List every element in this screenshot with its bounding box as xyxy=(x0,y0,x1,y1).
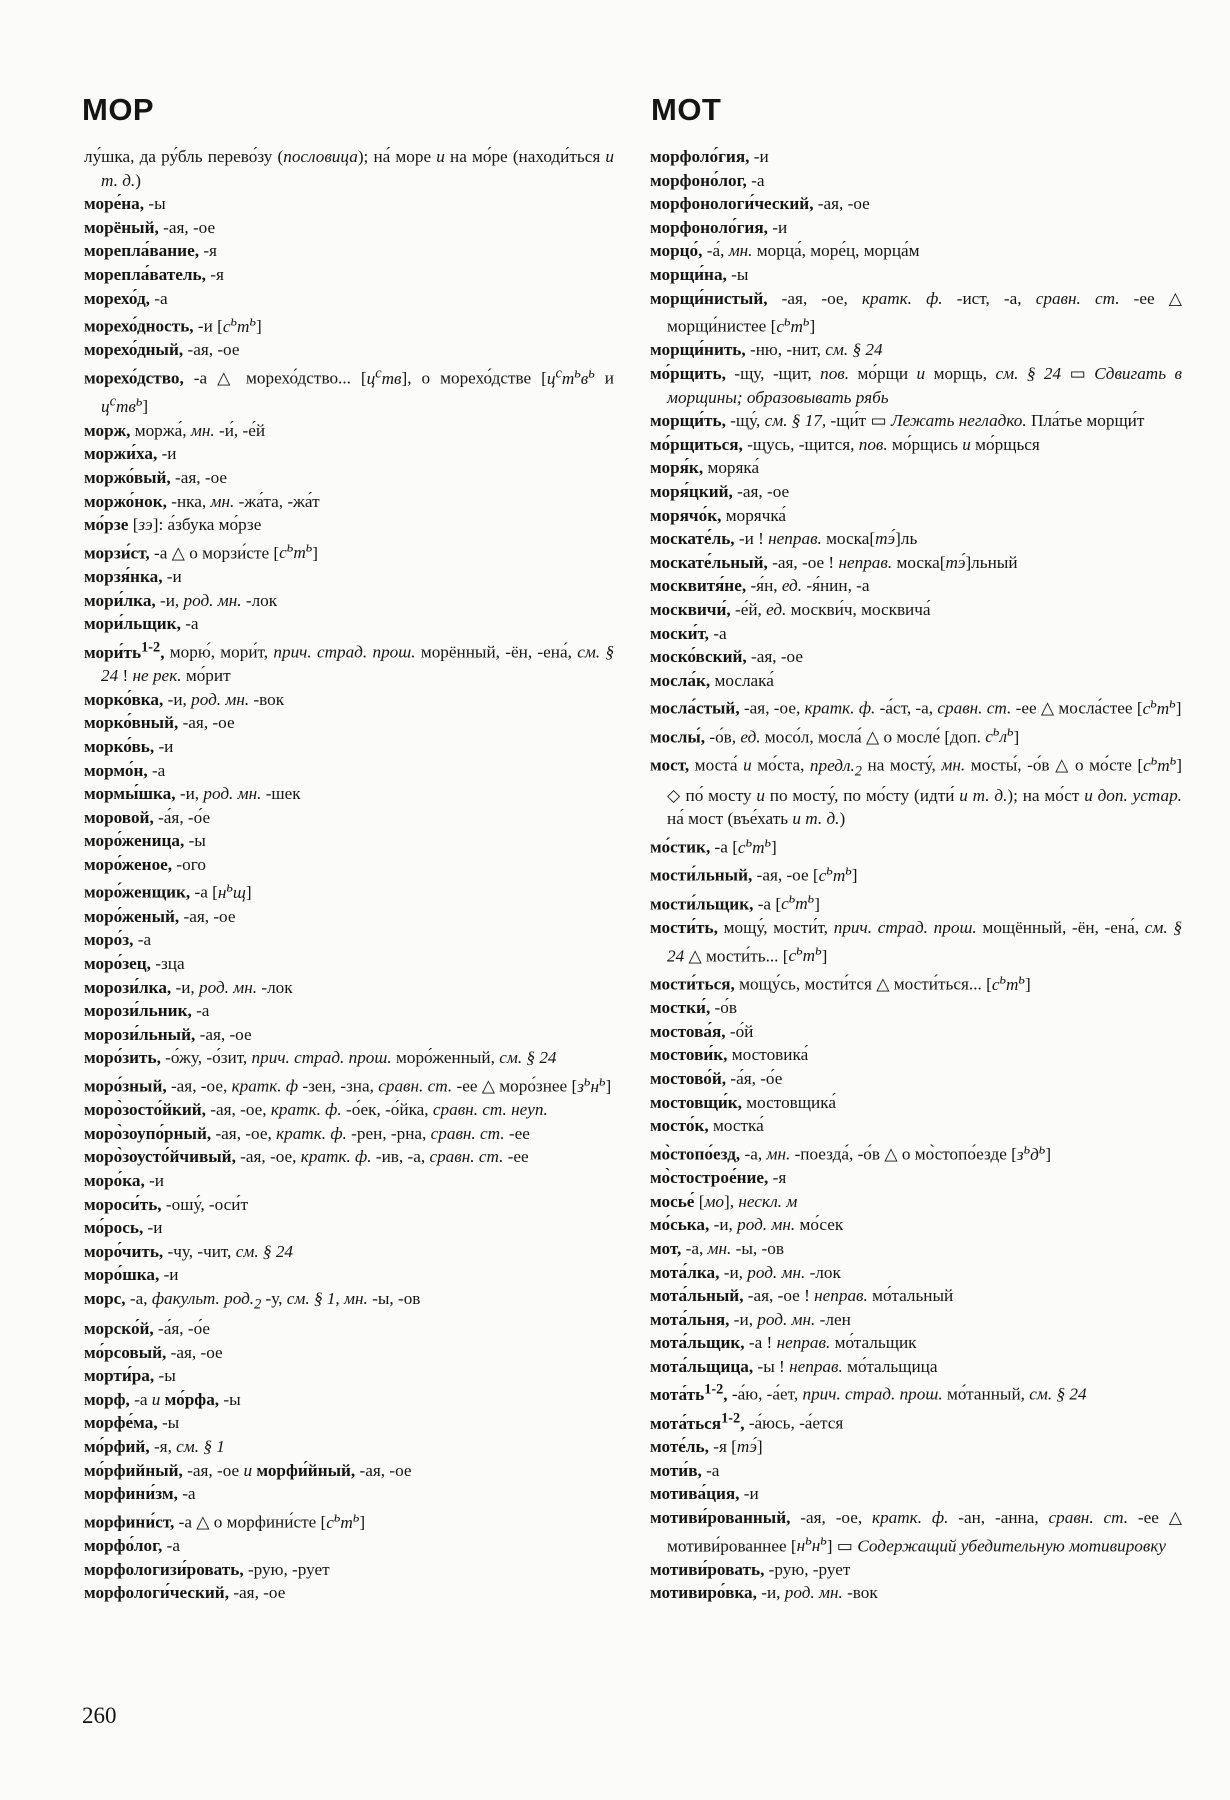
dictionary-entry: мосто́к, мостка́ xyxy=(650,1116,764,1136)
dictionary-entry: мостовщи́к, мостовщика́ xyxy=(650,1092,836,1112)
dictionary-entry: мосье́ [мо], нескл. м xyxy=(650,1191,798,1211)
dictionary-entry: морф, -а и мо́рфа, -ы xyxy=(84,1389,241,1409)
dictionary-entry: мот, -а, мн. -ы, -ов xyxy=(650,1238,784,1258)
dictionary-entry: морёный, -ая, -ое xyxy=(84,217,216,237)
dictionary-entry: морж, моржа́, мн. -и́, -е́й xyxy=(84,420,266,440)
dictionary-entry: морози́льный, -ая, -ое xyxy=(84,1024,252,1044)
running-head-left: МОР xyxy=(82,92,155,127)
dictionary-entry: морфологи́ческий, -ая, -ое xyxy=(84,1583,286,1603)
dictionary-entry: моро́зить, -о́жу, -о́зит, прич. страд. прош. моро́женный, см. § 24 xyxy=(84,1048,557,1068)
dictionary-entry: моски́т, -а xyxy=(650,623,727,643)
dictionary-entry: морфини́зм, -а xyxy=(84,1484,196,1504)
dictionary-entry: мормы́шка, -и, род. мн. -шек xyxy=(84,784,301,804)
dictionary-entry: морехо́дный, -ая, -ое xyxy=(84,340,240,360)
dictionary-entry: мори́лка, -и, род. мн. -лок xyxy=(84,590,278,610)
dictionary-entry: морфо́лог, -а xyxy=(84,1536,180,1556)
dictionary-entry: моро́шка, -и xyxy=(84,1265,179,1285)
dictionary-entry: морфини́ст, -а △ о морфини́сте $[с^ьт^ь]$ xyxy=(84,1508,366,1532)
dictionary-entry: морко́вка, -и, род. мн. -вок xyxy=(84,689,285,709)
dictionary-entry: мости́ть, мощу́, мости́т, прич. страд. прош. мощённый, -ён, -ена́, см. § 24 △ мости́ть... $[с^ьт^ь]$ xyxy=(650,917,1182,966)
dictionary-entry: мо́стик, -а $[с^ьт^ь]$ xyxy=(650,834,777,857)
dictionary-entry: моро́женое, -ого xyxy=(84,854,206,874)
dictionary-entry: моти́в, -а xyxy=(650,1460,720,1480)
dictionary-entry: $мори́ть^{1-2}$, морю́, мори́т, прич. страд. прош. морённый, -ён, -ена́, см. § 24 ! не рек. мо́рит xyxy=(84,638,614,686)
dictionary-entry: моря́к, моряка́ xyxy=(650,458,760,478)
dictionary-entry: мота́лка, -и, род. мн. -лок xyxy=(650,1262,841,1282)
dictionary-entry: морс, -а, факульт. $род._2$ -у, см. § 1, мн. -ы, -ов xyxy=(84,1289,421,1313)
dictionary-entry: мота́льщик, -а ! неправ. мо́тальщик xyxy=(650,1333,917,1353)
dictionary-entry: моро́зный, -ая, -ое, кратк. ф -зен, -зна, сравн. ст. -ее △ моро́знее $[з^ьн^ь]$ xyxy=(84,1072,612,1096)
left-column xyxy=(84,145,614,1605)
dictionary-entry: морфологизи́ровать, -рую, -рует xyxy=(84,1559,330,1579)
dictionary-entry: морехо́дство, -а △ морехо́дство... $[ц^ств]$, о морехо́дстве [$ц^ст^ьв^ь$ и $ц^ств^ь$] xyxy=(84,365,614,417)
dictionary-entry: мороси́ть, -ошу́, -оси́т xyxy=(84,1194,248,1214)
dictionary-entry: морфе́ма, -ы xyxy=(84,1413,180,1433)
dictionary-entry: мо́рось, -и xyxy=(84,1218,163,1238)
dictionary-entry: моро́чить, -чу, -чит, см. § 24 xyxy=(84,1241,294,1261)
dictionary-entry: моро́женщик, -а $[н^ьщ]$ xyxy=(84,879,252,903)
dictionary-entry: мота́льный, -ая, -ое ! неправ. мо́тальный xyxy=(650,1286,954,1306)
dictionary-entry: мостови́к, мостовика́ xyxy=(650,1045,809,1065)
dictionary-entry: мосла́стый, -ая, -ое, кратк. ф. -а́ст, -а, сравн. ст. -ее △ мосла́стее $[с^ьт^ь]$ xyxy=(650,695,1182,719)
dictionary-entry: моро̀зоупо́рный, -ая, -ое, кратк. ф. -рен, -рна, сравн. ст. -ее xyxy=(84,1123,530,1143)
dictionary-entry: морфоноло́гия, -и xyxy=(650,217,788,237)
dictionary-entry: моро́ка, -и xyxy=(84,1171,164,1191)
dictionary-entry: моржо́нок, -нка, мн. -жа́та, -жа́т xyxy=(84,491,320,511)
dictionary-entry: морози́лка, -и, род. мн. -лок xyxy=(84,977,293,997)
dictionary-entry: $мота́ть^{1-2}$, -а́ю, -а́ет, прич. страд. прош. мо́танный, см. § 24 xyxy=(650,1381,1087,1405)
dictionary-entry: морзя́нка, -и xyxy=(84,567,182,587)
dictionary-entry: мо́рзе [зэ]: а́збука мо́рзе xyxy=(84,515,262,535)
dictionary-entry: морко́вь, -и xyxy=(84,736,174,756)
dictionary-entry: мо̀стопо́езд, -а, мн. -поезда́, -о́в △ о мо̀стопо́езде $[з^ьд^ь]$ xyxy=(650,1140,1052,1164)
dictionary-entry: морфонологи́ческий, -ая, -ое xyxy=(650,194,870,214)
dictionary-entry: мослы́, -о́в, ед. мосо́л, мосла́ △ о мосле́ [доп. $с^ьл^ь$] xyxy=(650,723,1020,747)
dictionary-entry: мо́рщиться, -щусь, -щится, пов. мо́рщись и мо́рщься xyxy=(650,434,1040,454)
dictionary-entry: морехо́д, -а xyxy=(84,288,168,308)
dictionary-entry: москате́льный, -ая, -ое ! неправ. моска[тэ́]льный xyxy=(650,552,1018,572)
dictionary-entry: море́на, -ы xyxy=(84,194,166,214)
dictionary-entry: моро́зец, -зца xyxy=(84,954,185,973)
dictionary-entry: моско́вский, -ая, -ое xyxy=(650,647,803,667)
dictionary-entry: морехо́дность, -и $[с^ьт^ь]$ xyxy=(84,313,262,336)
dictionary-entry: морщи́нить, -ню, -нит, см. § 24 xyxy=(650,340,883,360)
dictionary-entry: мостки́, -о́в xyxy=(650,998,737,1018)
dictionary-entry: морячо́к, морячка́ xyxy=(650,505,787,525)
dictionary-entry: моро́женый, -ая, -ое xyxy=(84,906,236,926)
dictionary-entry: мотиви́рованный, -ая, -ое, кратк. ф. -ан, -анна, сравн. ст. -ее △ мотиви́рованнее $[н^ьн^ь]$ ▭ Содержащий убедительную мотивировку xyxy=(650,1507,1183,1556)
dictionary-entry: мо́рфийный, -ая, -ое и морфи́йный, -ая, -ое xyxy=(84,1460,412,1480)
dictionary-entry: моря́цкий, -ая, -ое xyxy=(650,482,790,502)
dictionary-entry: мости́льщик, -а $[с^ьт^ь]$ xyxy=(650,890,820,914)
dictionary-entry: морфоло́гия, -и xyxy=(650,147,769,166)
dictionary-entry: мостова́я, -о́й xyxy=(650,1021,754,1041)
dictionary-entry: морко́вный, -ая, -ое xyxy=(84,713,235,733)
dictionary-entry: мотива́ция, -и xyxy=(650,1484,759,1504)
dictionary-entry: мори́льщик, -а xyxy=(84,614,199,634)
dictionary-entry: морщи́ть, -щу́, см. § 17, -щи́т ▭ Лежать негладко. Пла́тье морщи́т xyxy=(650,411,1145,431)
dictionary-entry: морози́льник, -а xyxy=(84,1001,210,1021)
dictionary-entry: моро̀зоусто́йчивый, -ая, -ое, кратк. ф. -ив, -а, сравн. ст. -ее xyxy=(84,1147,529,1167)
running-head-right: МОТ xyxy=(651,92,722,127)
dictionary-entry: моро̀зосто́йкий, -ая, -ое, кратк. ф. -о́ек, -о́йка, сравн. ст. неуп. xyxy=(84,1100,548,1120)
dictionary-entry: моровой, -а́я, -о́е xyxy=(84,807,211,827)
dictionary-entry: моро́з, -а xyxy=(84,930,152,950)
dictionary-entry: морщи́нистый, -ая, -ое, кратк. ф. -ист, -а, сравн. ст. -ее △ морщи́нистее $[с^ьт^ь]$ xyxy=(650,288,1183,336)
dictionary-entry: мотивиро́вка, -и, род. мн. -вок xyxy=(650,1583,878,1603)
dictionary-entry: моте́ль, -я [тэ́] xyxy=(650,1437,763,1457)
dictionary-entry: мо́рсовый, -ая, -ое xyxy=(84,1342,223,1362)
dictionary-entry: моржи́ха, -и xyxy=(84,444,177,464)
dictionary-entry: мо́рщить, -щу, -щит, пов. мо́рщи и морщь, см. § 24 ▭ Сдвигать в морщины; образовывать рябь xyxy=(650,364,1182,407)
dictionary-entry: мо̀стострое́ние, -я xyxy=(650,1168,787,1188)
right-column xyxy=(650,145,1182,1605)
dictionary-entry: мости́льный, -ая, -ое $[с^ьт^ь]$ xyxy=(650,862,858,886)
dictionary-entry: москате́ль, -и ! неправ. моска[тэ́]ль xyxy=(650,529,918,549)
dictionary-entry: москвичи́, -е́й, ед. москви́ч, москвича́ xyxy=(650,600,931,620)
dictionary-entry: мости́ться, мощу́сь, мости́тся △ мости́ться... $[с^ьт^ь]$ xyxy=(650,970,1031,994)
dictionary-entry: морепла́вание, -я xyxy=(84,241,217,261)
dictionary-entry: москвитя́не, -я́н, ед. -я́нин, -а xyxy=(650,576,870,596)
dictionary-entry: моро́женица, -ы xyxy=(84,831,206,851)
dictionary-entry: морти́ра, -ы xyxy=(84,1366,176,1386)
dictionary-entry: моржо́вый, -ая, -ое xyxy=(84,467,228,487)
dictionary-entry: морепла́ватель, -я xyxy=(84,264,224,284)
dictionary-entry: морзи́ст, -а △ о морзи́сте $[с^ьт^ь]$ xyxy=(84,539,318,563)
dictionary-entry: мотиви́ровать, -рую, -рует xyxy=(650,1559,851,1579)
dictionary-entry: морско́й, -а́я, -о́е xyxy=(84,1319,211,1339)
dictionary-entry: мост, моста́ и мо́ста, $предл._2$ на мосту́, мн. мосты́, -о́в △ о мо́сте $[с^ьт^ь]$ ◇ по́ мосту и по мосту́, по мо́сту (идти́ и т. д.); на мо́ст и доп. устар. на́ мост (въе́хать и т. д.) xyxy=(650,752,1182,829)
dictionary-entry: мо́ська, -и, род. мн. мо́сек xyxy=(650,1215,844,1235)
dictionary-entry: морцо́, -а́, мн. морца́, море́ц, морца́м xyxy=(650,241,920,261)
dictionary-entry: мостово́й, -а́я, -о́е xyxy=(650,1069,783,1089)
dictionary-entry: мормо́н, -а xyxy=(84,760,166,780)
dictionary-entry: мосла́к, мослака́ xyxy=(650,670,774,690)
dictionary-entry: мота́льщица, -ы ! неправ. мо́тальщица xyxy=(650,1356,938,1376)
page-number: 260 xyxy=(82,1703,117,1728)
dictionary-entry: мота́льня, -и, род. мн. -лен xyxy=(650,1309,851,1329)
dictionary-entry: морщи́на, -ы xyxy=(650,264,749,284)
dictionary-entry: мота́ться$^{1-2}$, -а́юсь, -а́ется xyxy=(650,1409,844,1433)
dictionary-entry: мо́рфий, -я, см. § 1 xyxy=(84,1437,225,1457)
dictionary-entry: морфоно́лог, -а xyxy=(650,170,765,190)
dictionary-entry: лу́шка, да ру́бль перево́зу (пословица); на́ море и на мо́ре (находи́ться и т. д.) xyxy=(84,147,614,190)
